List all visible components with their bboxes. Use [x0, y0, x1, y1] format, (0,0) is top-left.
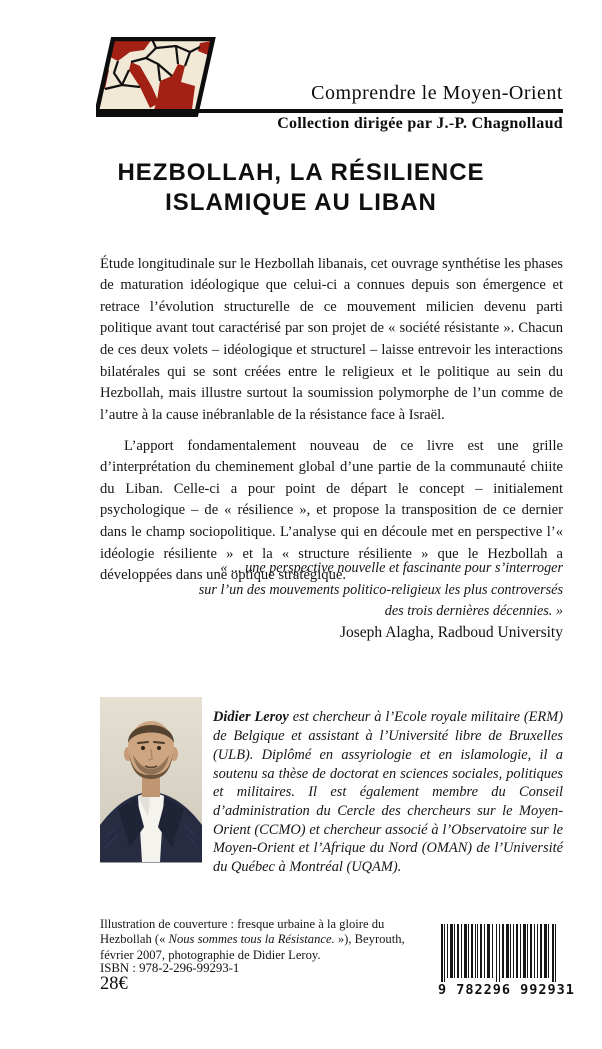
author-photo: [100, 697, 202, 863]
credit-text-start: Illustration de couverture : fresque urbaine à la gloire du Hezbollah («: [100, 916, 385, 947]
credit-mural-title: Nous sommes tous la Résistance.: [168, 932, 335, 947]
review-quote: [83, 558, 563, 623]
collection-director: Collection dirigée par J.-P. Chagnollaud: [277, 115, 563, 132]
review-quote-line2: sur l’un des mouvements politico-religieux les plus controversés: [198, 581, 563, 598]
synopsis-paragraph-2: L’apport fondamentalement nouveau de ce livre est une grille d’interprétation du cheminement global d’une partie de la communauté chiite du Liban. Celle-ci a pour point de départ le concept – initialement psychologique – de « résilience », et propose la transposition de ce dernier dans le champ sociopolitique. L’analyse qui en découle met en perspective l’« idéologie résiliente » et la « structure résiliente » que le Hezbollah a développées dans une optique stratégique.: [100, 437, 563, 584]
review-quote-line3: des trois dernières décennies. »: [384, 603, 563, 619]
review-quote-line1: « ... une perspective nouvelle et fascinante pour s’interroger: [220, 560, 563, 576]
barcode-digits: 9 782296 992931: [438, 982, 575, 998]
author-name: Didier Leroy: [213, 709, 289, 726]
collection-name: Comprendre le Moyen-Orient: [311, 82, 563, 104]
book-title-line2: ISLAMIQUE AU LIBAN: [165, 189, 437, 216]
book-title-line1: HEZBOLLAH, LA RÉSILIENCE: [117, 159, 485, 186]
quote-attribution: Joseph Alagha, Radboud University: [339, 624, 563, 641]
price: 28€: [100, 974, 128, 994]
illustration-credit: [100, 917, 438, 964]
book-title: [60, 158, 542, 218]
author-bio-text: est chercheur à l’Ecole royale militaire (ERM) de Belgique et assistant à l’Université libre de Bruxelles (ULB). Diplômé en assyriologie et en islamologie, il a soutenu sa thèse de doctorat en sciences sociales, politiques et militaires. Il est également membre du Conseil d’administration du Cercle des chercheurs sur le Moyen-Orient (CCMO) et chercheur associé à l’Observatoire sur le Moyen-Orient et l’Afrique du Nord (OMAN) de l’Université du Québec à Montréal (UQAM).: [213, 709, 563, 876]
header-rule: [98, 109, 563, 113]
credit-text-end: »), Beyrouth, février 2007, photographie de Didier Leroy.: [100, 932, 405, 962]
author-bio: [213, 708, 563, 876]
synopsis-paragraph-1: Étude longitudinale sur le Hezbollah libanais, cet ouvrage synthétise les phases de maturation idéologique que celui-ci a connues depuis son émergence et retrace l’évolution structurelle de ce mouvement milicien devenu parti politique avant tout caractérisé par son projet de « société résistante ». Chacun de ces deux volets – idéologique et structurel – laisse entrevoir les interactions bilatérales qui se sont créées entre le religieux et le politique au sein du Hezbollah, mais illustre surtout la soumission polymorphe de l’un comme de l’autre à la cause inébranlable de la résistance face à Israël.: [100, 255, 563, 423]
middle-east-map-logo-icon: [96, 37, 216, 117]
isbn: ISBN : 978-2-296-99293-1: [100, 961, 240, 975]
